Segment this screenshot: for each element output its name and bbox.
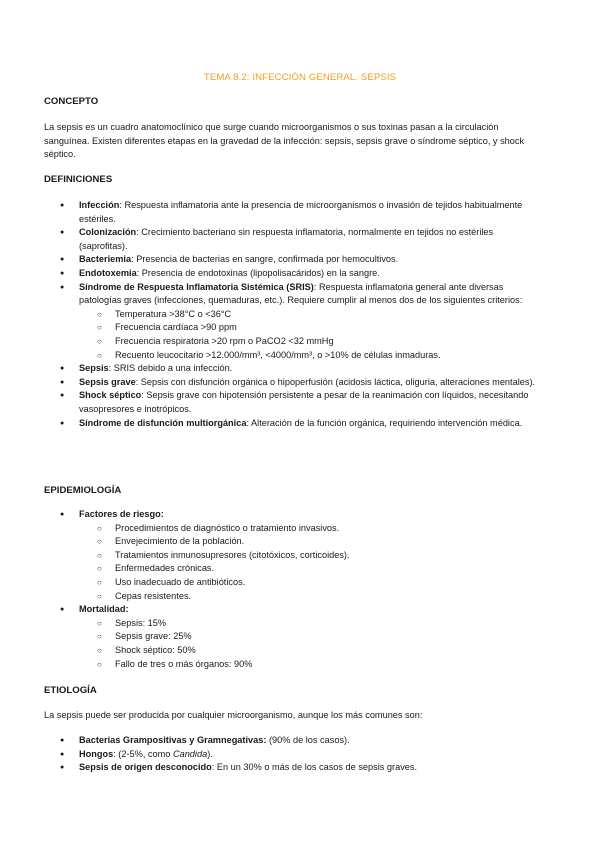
mortalidad-list xyxy=(79,617,544,671)
definition: : SRIS debido a una infección. xyxy=(108,363,233,374)
list-item: ○ Recuento leucocitario >12.000/mm³, <4000/mm³, o >10% de células inmaduras. xyxy=(79,349,544,363)
definition: : Respuesta inflamatoria ante la presencia de microorganismos o invasión de tejidos habitualmente estériles. xyxy=(79,200,523,224)
italic-term: Candida xyxy=(172,748,208,759)
list-item xyxy=(44,376,544,390)
list-item xyxy=(44,267,544,281)
list-item: ○ Temperatura >38°C o <36°C xyxy=(79,308,544,322)
epidemiologia-list xyxy=(44,508,544,671)
definition: : Presencia de bacterias en sangre, confirmada por hemocultivos. xyxy=(131,254,399,265)
definition: : Presencia de endotoxinas (lipopolisacáridos) en la sangre. xyxy=(136,267,380,278)
term: Colonización xyxy=(79,227,137,238)
list-item xyxy=(44,226,544,253)
list-item xyxy=(44,362,544,376)
heading-concepto: CONCEPTO xyxy=(44,96,99,107)
heading-etiologia: ETIOLOGÍA xyxy=(44,685,97,696)
list-item xyxy=(44,389,544,416)
term: Sepsis xyxy=(79,363,109,374)
term: Sepsis grave xyxy=(79,376,136,387)
term: Bacterias Grampositivas y Gramnegativas: xyxy=(79,735,267,745)
factores-list xyxy=(79,522,544,604)
list-item xyxy=(44,761,544,775)
list-item: ○ Enfermedades crónicas. xyxy=(79,562,544,576)
term: Mortalidad xyxy=(79,604,126,615)
term: Shock séptico xyxy=(79,390,142,401)
etiologia-intro: La sepsis puede ser producida por cualquier microorganismo, aunque los más comunes son: xyxy=(44,710,423,720)
term: Bacteriemia xyxy=(79,254,132,265)
definition: : Respuesta inflamatoria general ante diversas patologías graves (infecciones, quemaduras, etc.). Requiere cumplir al menos dos de los siguientes criterios: xyxy=(79,281,523,306)
definition: : En un 30% o más de los casos de sepsis graves. xyxy=(211,762,418,773)
document-title: TEMA 8.2: INFECCIÓN GENERAL. SEPSIS xyxy=(203,72,397,83)
definition: : Alteración de la función orgánica, requiriendo intervención médica. xyxy=(246,417,523,428)
concepto-paragraph: La sepsis es un cuadro anatomoclínico que surge cuando microorganismos o sus toxinas pasan a la circulación sanguínea. Existen diferentes etapas en la gravedad de la infección: sepsis, sepsis grave o síndrome séptico, y shock séptico. xyxy=(44,122,525,160)
list-item: ○ Uso inadecuado de antibióticos. xyxy=(79,576,544,590)
list-item: ○ Frecuencia respiratoria >20 rpm o PaCO2 <32 mmHg xyxy=(79,335,544,349)
term: Endotoxemia xyxy=(79,267,137,278)
definition: : Crecimiento bacteriano sin respuesta inflamatoria, normalmente en tejidos no estériles (saprofitas). xyxy=(79,227,494,251)
heading-epidemiologia: EPIDEMIOLOGÍA xyxy=(44,485,122,496)
definition: : (2-5%, como xyxy=(113,748,173,759)
definition: (90% de los casos). xyxy=(266,735,350,745)
list-item xyxy=(44,417,544,431)
list-item: ○ Procedimientos de diagnóstico o tratamiento invasivos. xyxy=(79,522,544,536)
definition: : Sepsis con disfunción orgánica o hipoperfusión (acidosis láctica, oliguria, alteraciones mentales). xyxy=(135,376,536,387)
term: Sepsis de origen desconocido xyxy=(79,762,212,773)
definition-end: ). xyxy=(207,748,213,759)
term: Síndrome de disfunción multiorgánica xyxy=(79,417,247,428)
list-item: ● Factores de riesgo: ○ Procedimientos de diagnóstico o tratamiento invasivos. ○ Envejecimiento de la población. ○ Tratamientos inmunosupresores (citotóxicos, corticoides). ○ Enfermedades crónicas. ○ Uso inadecuado de antibióticos. ○ Cepas resistentes. xyxy=(44,508,544,603)
sris-criteria-list xyxy=(79,308,544,362)
list-item: ○ Frecuencia cardíaca >90 ppm xyxy=(79,321,544,335)
term: Infección xyxy=(79,200,120,210)
list-item: ○ Sepsis grave: 25% xyxy=(79,630,544,644)
list-item: ○ Shock séptico: 50% xyxy=(79,644,544,658)
term: Hongos xyxy=(79,748,114,759)
term: Síndrome de Respuesta Inflamatoria Sistémica (SRIS) xyxy=(79,281,314,292)
list-item xyxy=(44,734,544,748)
list-item xyxy=(44,199,544,226)
etiologia-list xyxy=(44,734,544,775)
term: Factores de riesgo xyxy=(79,509,161,519)
heading-definiciones: DEFINICIONES xyxy=(44,174,113,185)
list-item xyxy=(44,748,544,762)
list-item: ● Mortalidad: ○ Sepsis: 15% ○ Sepsis grave: 25% ○ Shock séptico: 50% ○ Fallo de tres o más órganos: 90% xyxy=(44,603,544,671)
list-item xyxy=(44,253,544,267)
list-item: ○ Cepas resistentes. xyxy=(79,590,544,604)
definition: : Sepsis grave con hipotensión persistente a pesar de la reanimación con líquidos, necesitando vasopresores e inotrópicos. xyxy=(79,390,529,414)
list-item: ○ Fallo de tres o más órganos: 90% xyxy=(79,658,544,672)
list-item: ○ Sepsis: 15% xyxy=(79,617,544,631)
list-item: ○ Tratamientos inmunosupresores (citotóxicos, corticoides). xyxy=(79,549,544,563)
list-item: ○ Envejecimiento de la población. xyxy=(79,535,544,549)
definiciones-list xyxy=(44,199,544,430)
list-item xyxy=(44,281,544,363)
